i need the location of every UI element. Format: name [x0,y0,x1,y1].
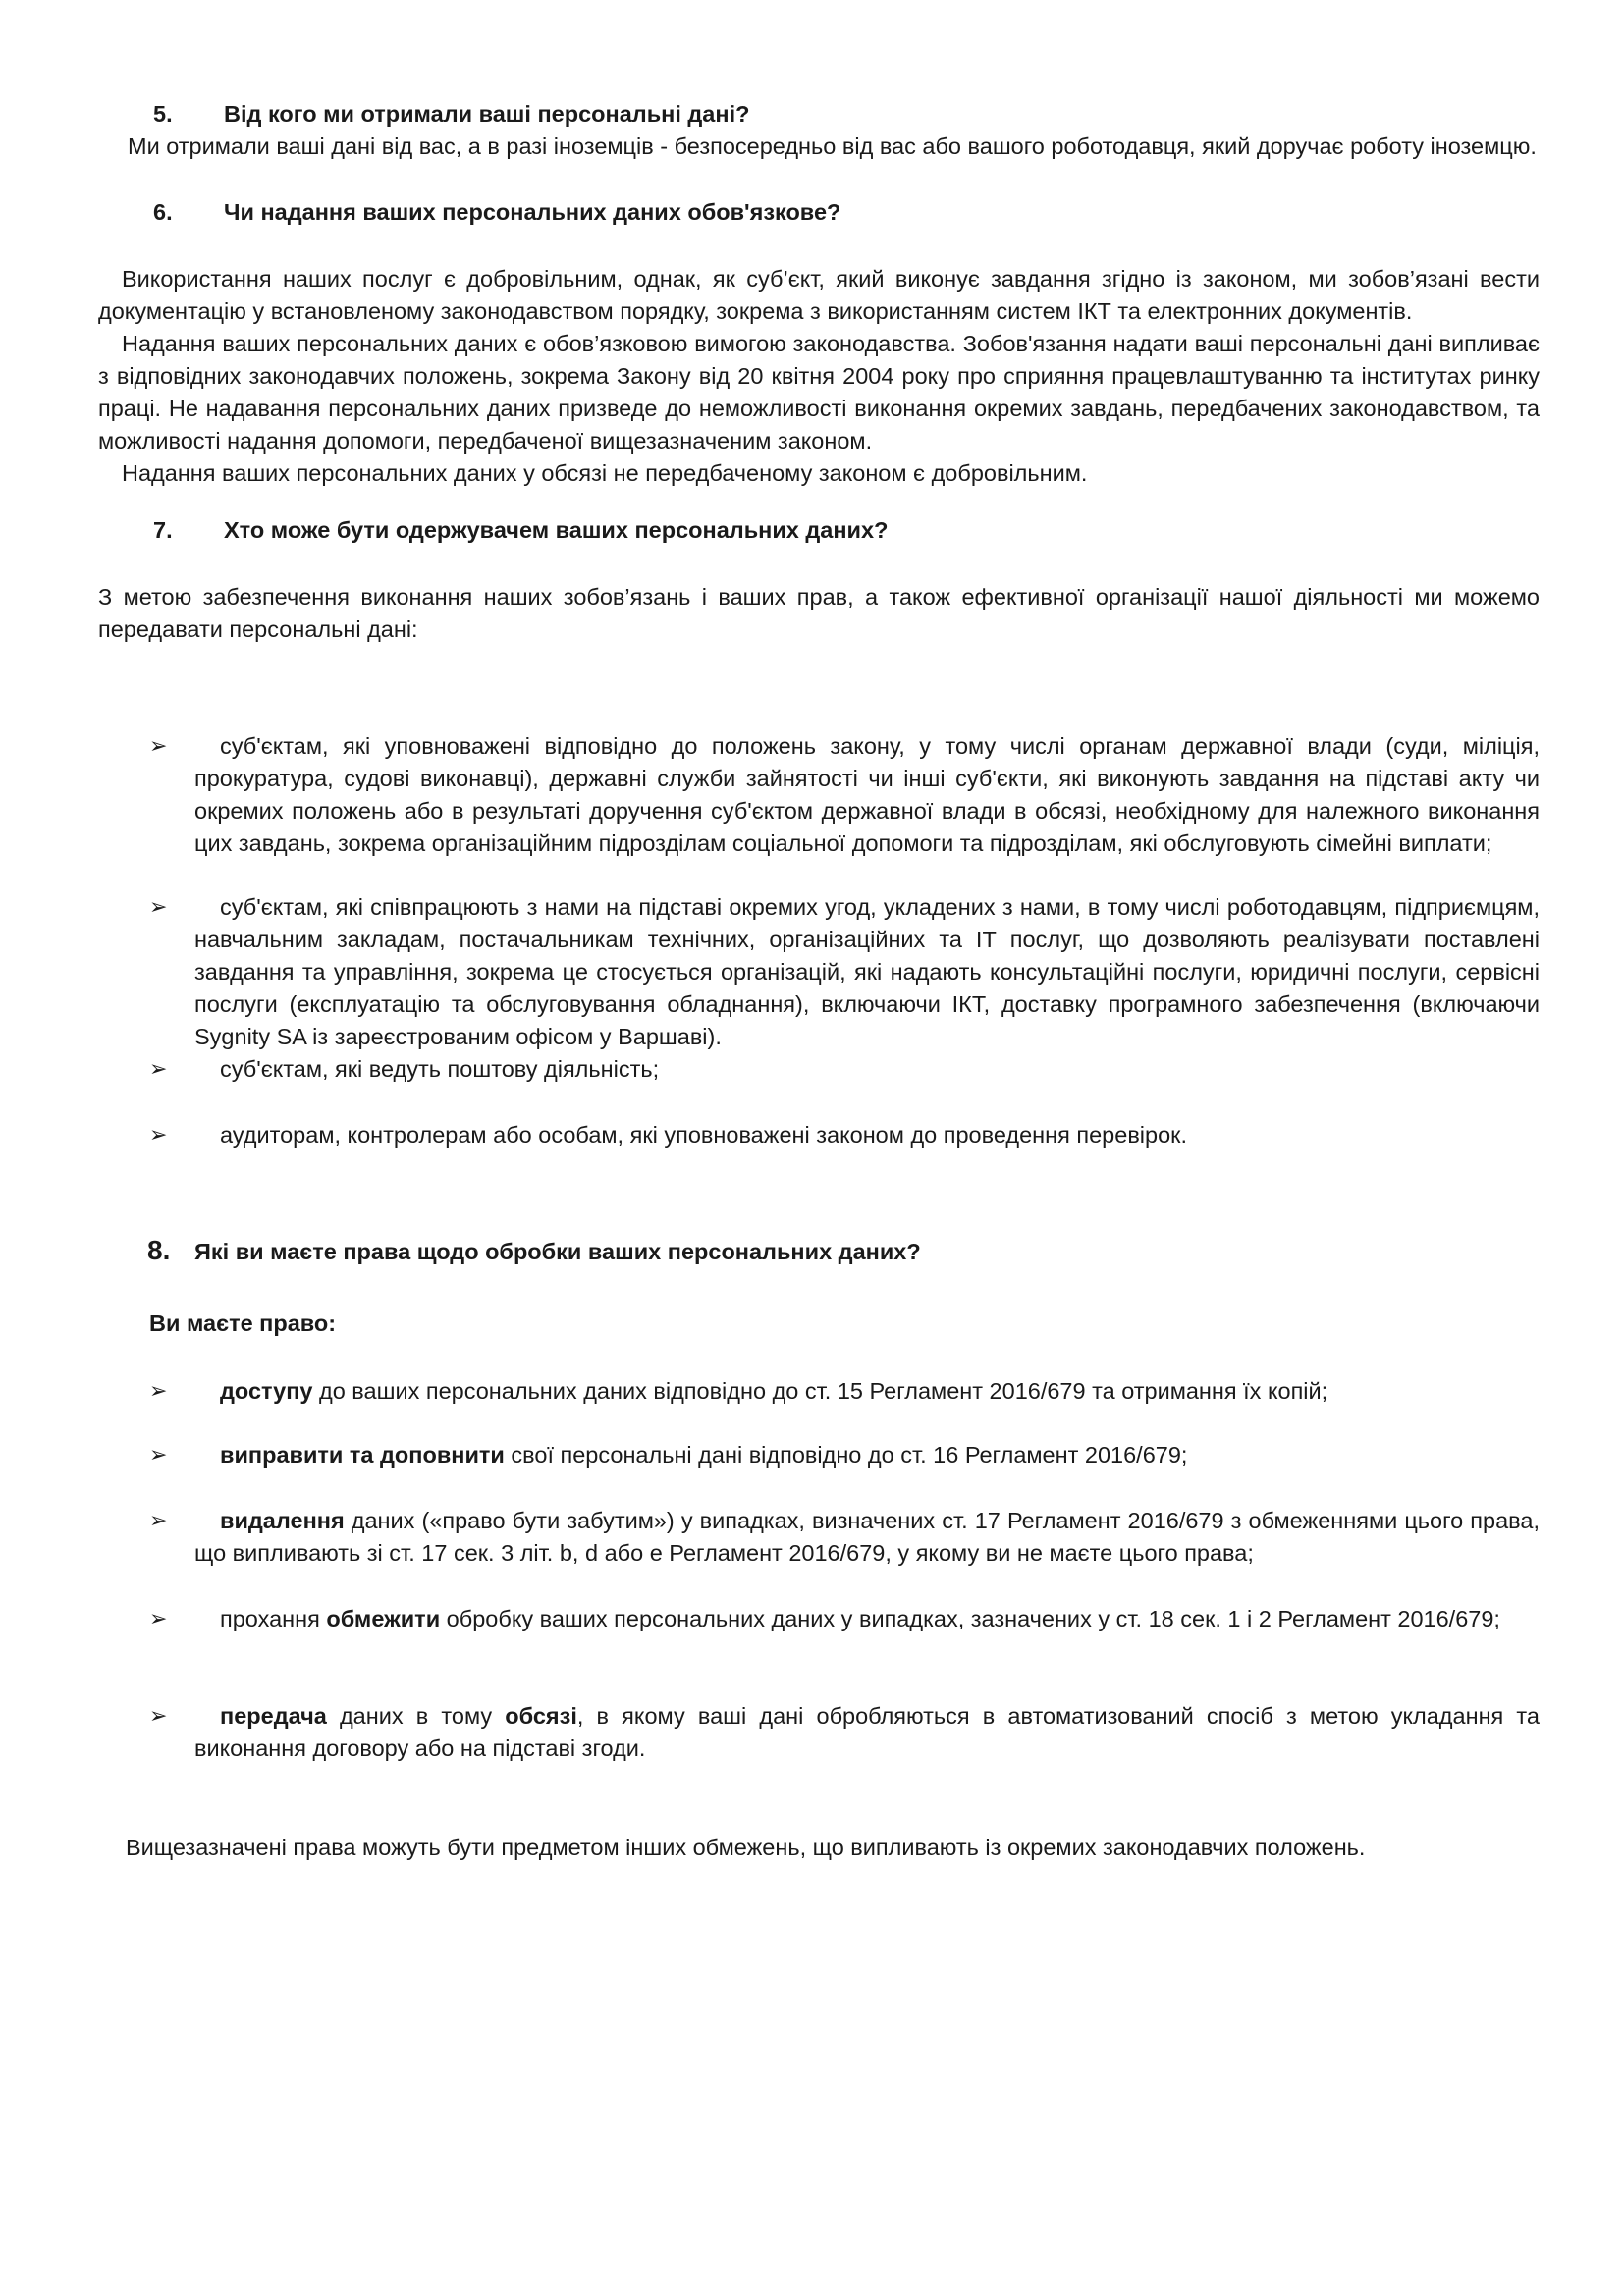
section-title: Які ви маєте права щодо обробки ваших персональних даних? [194,1239,921,1264]
footer-paragraph: Вищезазначені права можуть бути предметом інших обмежень, що випливають із окремих законодавчих положень. [126,1835,1366,1860]
list-item-text: аудиторам, контролерам або особам, які уповноважені законом до проведення перевірок. [220,1122,1187,1148]
section-title: Хто може бути одержувачем ваших персональних даних? [224,517,889,543]
arrow-bullet-icon: ➢ [149,1123,168,1148]
right-keyword: доступу [220,1378,313,1404]
section-number: 6. [153,199,173,225]
section-number: 5. [153,101,173,127]
right-text: , в якому ваші дані обробляються в автоматизований спосіб з метою укладання та виконання договору або на підставі згоди. [194,1703,1540,1761]
section-number: 7. [153,517,173,543]
list-item-text [194,1700,1540,1765]
arrow-bullet-icon: ➢ [149,1607,168,1631]
section-number: 8. [147,1235,171,1265]
right-text: свої персональні дані відповідно до ст. 16 Регламент 2016/679; [504,1442,1188,1468]
section-7-heading [98,514,1540,547]
list-item [98,1053,1540,1086]
paragraph: Надання ваших персональних даних є обов’язковою вимогою законодавства. Зобов'язання надати ваші персональні дані випливає з відповідних законодавчих положень, зокрема Закону від 20 квітня 2004 року про сприяння працевлаштуванню та інститутах ринку праці. Не надавання персональних даних призведе до неможливості виконання окремих завдань, передбачених законодавством, та можливості надання допомоги, передбаченої вищезазначеним законом. [98,331,1540,454]
list-item-text: суб'єктам, які співпрацюють з нами на підставі окремих угод, укладених з нами, в тому числі роботодавцям, підприємцям, навчальним закладам, постачальникам технічних, організаційних та ІТ послуг, що дозволяють реалізувати поставлені завдання та управління, зокрема це стосується організацій, які надають консультаційні послуги, юридичні послуги, сервісні послуги (експлуатацію та обслуговування обладнання), включаючи ІКТ, доставку програмного забезпечення (включаючи Sygnity SA із зареєстрованим офісом у Варшаві). [194,894,1540,1049]
right-keyword: обмежити [326,1606,441,1631]
right-keyword: обсязі [505,1703,577,1729]
section-title: Чи надання ваших персональних даних обов'язкове? [224,199,841,225]
list-item [98,730,1540,860]
paragraph: Надання ваших персональних даних у обсязі не передбаченому законом є добровільним. [122,460,1088,486]
paragraph: Використання наших послуг є добровільним, однак, як суб’єкт, який виконує завдання згідно із законом, ми зобов’язані вести документацію у встановленому законодавством порядку, зокрема з використанням систем ІКТ та електронних документів. [98,266,1540,324]
arrow-bullet-icon: ➢ [149,1057,168,1082]
list-item [98,1700,1540,1765]
right-text: прохання [220,1606,327,1631]
list-item [98,1603,1540,1635]
right-keyword: виправити та доповнити [220,1442,505,1468]
list-item [98,1505,1540,1570]
paragraph: З метою забезпечення виконання наших зобов’язань і ваших прав, а також ефективної організації нашої діяльності ми можемо передавати персональні дані: [98,584,1540,642]
section-title: Від кого ми отримали ваші персональні дані? [224,101,750,127]
section-6-heading [98,196,1540,229]
right-text: обробку ваших персональних даних у випадках, зазначених у ст. 18 сек. 1 і 2 Регламент 2016/679; [440,1606,1500,1631]
paragraph: Ми отримали ваші дані від вас, а в разі іноземців - безпосередньо від вас або вашого роботодавця, який доручає роботу іноземцю. [128,133,1537,159]
list-item-text [194,1505,1540,1570]
list-item [98,1439,1540,1471]
arrow-bullet-icon: ➢ [149,895,168,920]
list-item [98,1119,1540,1151]
arrow-bullet-icon: ➢ [149,1509,168,1533]
arrow-bullet-icon: ➢ [149,1443,168,1468]
arrow-bullet-icon: ➢ [149,1379,168,1404]
list-item-text: суб'єктам, які уповноважені відповідно до положень закону, у тому числі органам державної влади (суди, міліція, прокуратура, судові виконавці), державні служби зайнятості чи інші суб'єкти, які виконують завдання на підставі акту чи окремих положень або в результаті доручення суб'єктом державної влади в обсязі, необхідному для належного виконання цих завдань, зокрема організаційним підрозділам соціальної допомоги та підрозділам, які обслуговують сімейні виплати; [194,733,1540,856]
list-item-text: суб'єктам, які ведуть поштову діяльність; [220,1056,660,1082]
section-5-heading [98,98,1540,131]
rights-subheading: Ви маєте право: [149,1310,337,1336]
list-item [98,1375,1540,1408]
list-item-text [194,1439,1540,1471]
right-keyword: видалення [220,1508,345,1533]
right-keyword: передача [220,1703,327,1729]
arrow-bullet-icon: ➢ [149,1704,168,1729]
list-item [98,891,1540,1053]
list-item-text [194,1375,1540,1408]
list-item-text [194,1603,1540,1635]
right-text: даних в тому [326,1703,506,1729]
right-text: даних («право бути забутим») у випадках, визначених ст. 17 Регламент 2016/679 з обмеженнями цього права, що випливають зі ст. 17 сек. 3 літ. b, d або е Регламент 2016/679, у якому ви не маєте цього права; [194,1508,1540,1566]
section-8-heading [98,1234,1540,1268]
right-text: до ваших персональних даних відповідно до ст. 15 Регламент 2016/679 та отримання їх копій; [312,1378,1328,1404]
arrow-bullet-icon: ➢ [149,734,168,759]
